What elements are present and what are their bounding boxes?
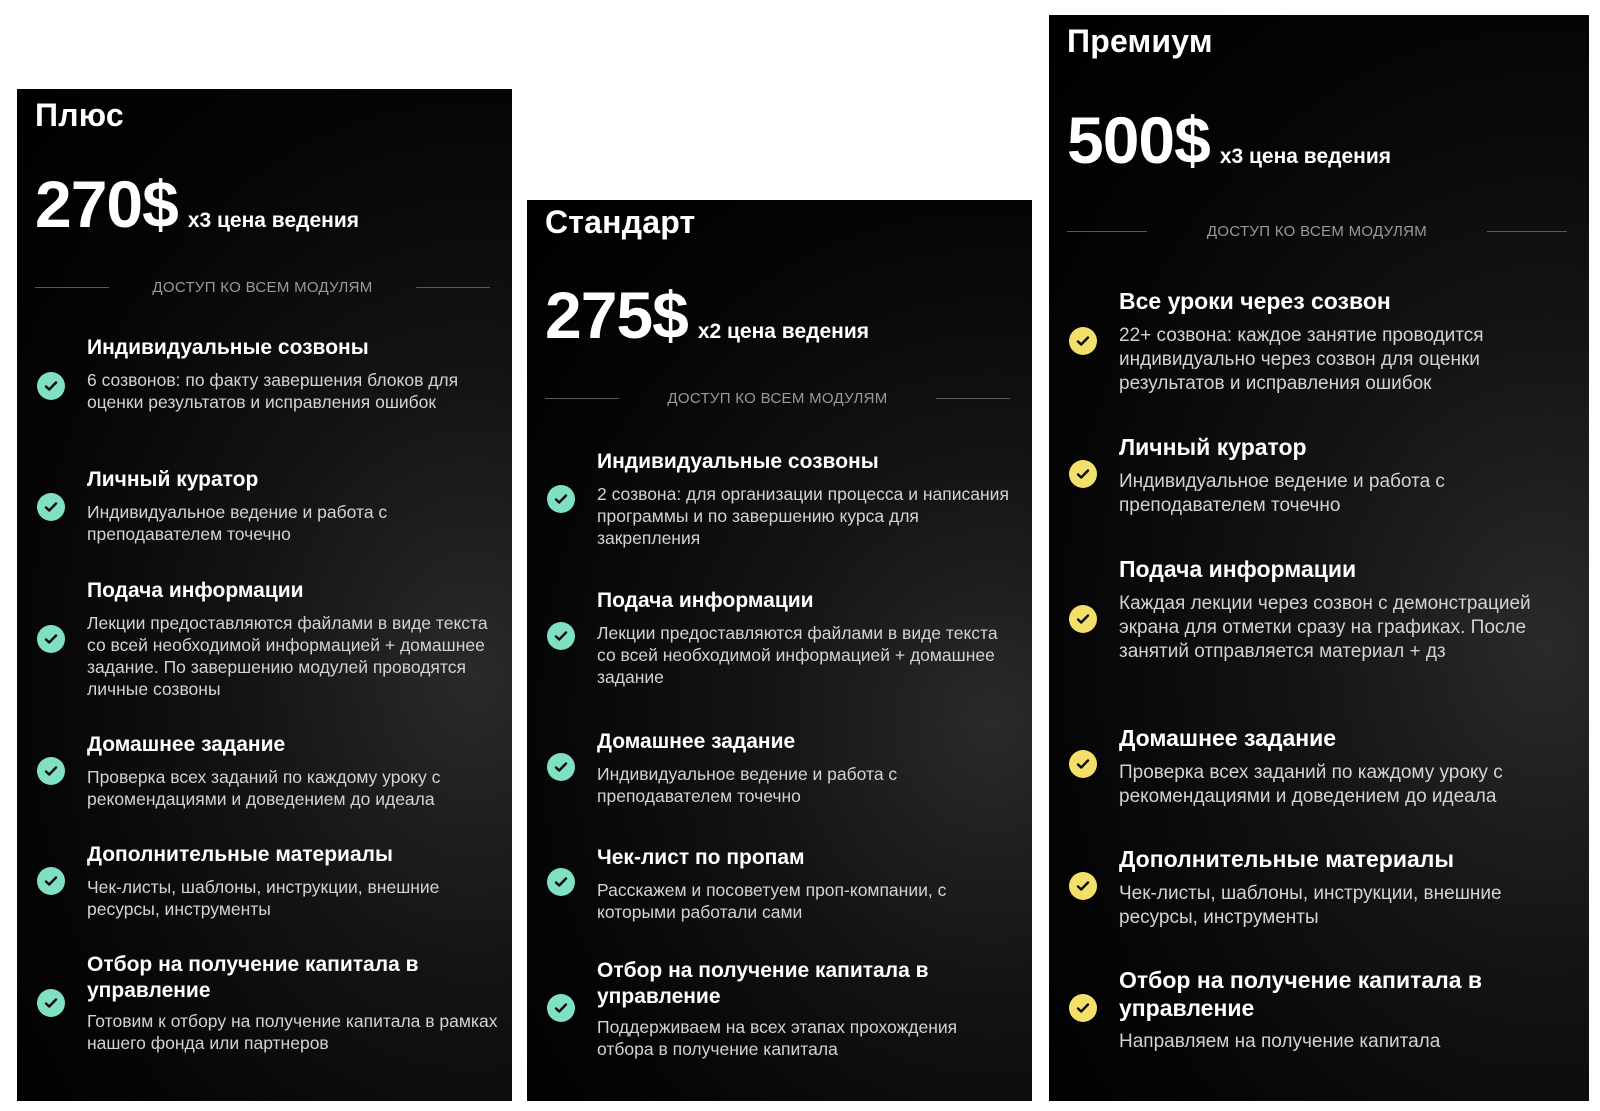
check-icon (547, 994, 575, 1022)
feature-description: Индивидуальное ведение и работа с преподавателем точечно (1119, 471, 1445, 516)
plan-multiplier: х3 цена ведения (1219, 145, 1391, 168)
divider-line-right (936, 398, 1010, 399)
plan-price: 500$ (1067, 103, 1210, 177)
feature-title: Индивидуальные созвоны (597, 450, 879, 473)
check-icon (1069, 994, 1097, 1022)
feature-description: Лекции предоставляются файлами в виде текста со всей необходимой информацией + домашнее задание. По завершению модулей проводятся личные созвоны (87, 613, 488, 699)
feature-title: Подача информации (87, 579, 304, 602)
plan-multiplier: х3 цена ведения (187, 209, 359, 232)
feature-title: Дополнительные материалы (87, 843, 393, 866)
plan-multiplier: х2 цена ведения (697, 320, 869, 343)
feature-title: Личный куратор (1119, 434, 1307, 460)
feature-title: Подача информации (597, 589, 814, 612)
feature-title: Чек-лист по пропам (597, 846, 805, 869)
plan-card-premium (1049, 15, 1589, 1101)
plan-name: Премиум (1067, 23, 1213, 59)
check-icon (547, 753, 575, 781)
feature-title: Дополнительные материалы (1119, 846, 1455, 872)
check-icon (37, 757, 65, 785)
plan-price: 275$ (545, 278, 688, 352)
feature-description: Направляем на получение капитала (1119, 1031, 1441, 1052)
check-icon (37, 493, 65, 521)
feature-description: 6 созвонов: по факту завершения блоков для оценки результатов и исправления ошибок (87, 370, 459, 412)
feature-description: 2 созвона: для организации процесса и написания программы и по завершению курса для закрепления (597, 484, 1009, 548)
access-divider (545, 390, 1010, 407)
feature-title: Все уроки через созвон (1119, 288, 1391, 314)
check-icon (37, 989, 65, 1017)
feature-description: Расскажем и посоветуем проп-компании, с которыми работали сами (597, 880, 947, 922)
feature-title: Домашнее задание (87, 733, 286, 756)
feature-title: Отбор на получение капитала в управление (87, 953, 419, 1002)
feature-title: Подача информации (1119, 556, 1357, 582)
feature-title: Индивидуальные созвоны (87, 336, 369, 359)
check-icon (1069, 750, 1097, 778)
feature-title: Отбор на получение капитала в управление (1119, 967, 1483, 1021)
feature-description: Проверка всех заданий по каждому уроку с рекомендациями и доведением до идеала (1119, 762, 1503, 807)
check-icon (37, 372, 65, 400)
plan-card-standard (527, 200, 1032, 1101)
access-label: ДОСТУП КО ВСЕМ МОДУЛЯМ (667, 390, 888, 407)
plan-name: Плюс (35, 97, 124, 133)
check-icon (1069, 872, 1097, 900)
divider-line-right (1487, 231, 1567, 232)
check-icon (1069, 605, 1097, 633)
access-label: ДОСТУП КО ВСЕМ МОДУЛЯМ (152, 279, 373, 296)
feature-title: Личный куратор (87, 468, 259, 491)
feature-description: Готовим к отбору на получение капитала в рамках нашего фонда или партнеров (87, 1011, 498, 1053)
feature-description: Каждая лекции через созвон с демонстрацией экрана для отметки сразу на графиках. После занятий отправляется материал + дз (1119, 593, 1531, 662)
plan-card-plus (17, 89, 512, 1101)
feature-title: Домашнее задание (1119, 725, 1337, 751)
check-icon (547, 622, 575, 650)
price-row (1067, 103, 1391, 177)
access-label: ДОСТУП КО ВСЕМ МОДУЛЯМ (1206, 223, 1428, 240)
feature-description: Чек-листы, шаблоны, инструкции, внешние ресурсы, инструменты (87, 877, 440, 919)
check-icon (37, 625, 65, 653)
check-icon (547, 868, 575, 896)
divider-line-left (35, 287, 109, 288)
plan-name: Стандарт (545, 204, 696, 240)
feature-description: Поддерживаем на всех этапах прохождения отбора в получение капитала (597, 1017, 958, 1059)
check-icon (1069, 327, 1097, 355)
price-row (35, 167, 359, 241)
plan-price: 270$ (35, 167, 178, 241)
feature-description: Индивидуальное ведение и работа с преподавателем точечно (87, 502, 388, 544)
check-icon (547, 485, 575, 513)
divider-line-left (1067, 231, 1147, 232)
check-icon (1069, 460, 1097, 488)
feature-description: Проверка всех заданий по каждому уроку с рекомендациями и доведением до идеала (87, 767, 441, 809)
divider-line-left (545, 398, 619, 399)
feature-title: Домашнее задание (597, 730, 796, 753)
divider-line-right (416, 287, 490, 288)
check-icon (37, 867, 65, 895)
price-row (545, 278, 869, 352)
access-divider (35, 279, 490, 296)
feature-title: Отбор на получение капитала в управление (597, 959, 929, 1008)
feature-description: Индивидуальное ведение и работа с преподавателем точечно (597, 764, 898, 806)
feature-description: Лекции предоставляются файлами в виде текста со всей необходимой информацией + домашнее задание (597, 623, 998, 687)
feature-description: Чек-листы, шаблоны, инструкции, внешние ресурсы, инструменты (1119, 883, 1502, 928)
access-divider (1067, 223, 1567, 240)
feature-description: 22+ созвона: каждое занятие проводится индивидуально через созвон для оценки результатов и исправления ошибок (1119, 325, 1484, 394)
